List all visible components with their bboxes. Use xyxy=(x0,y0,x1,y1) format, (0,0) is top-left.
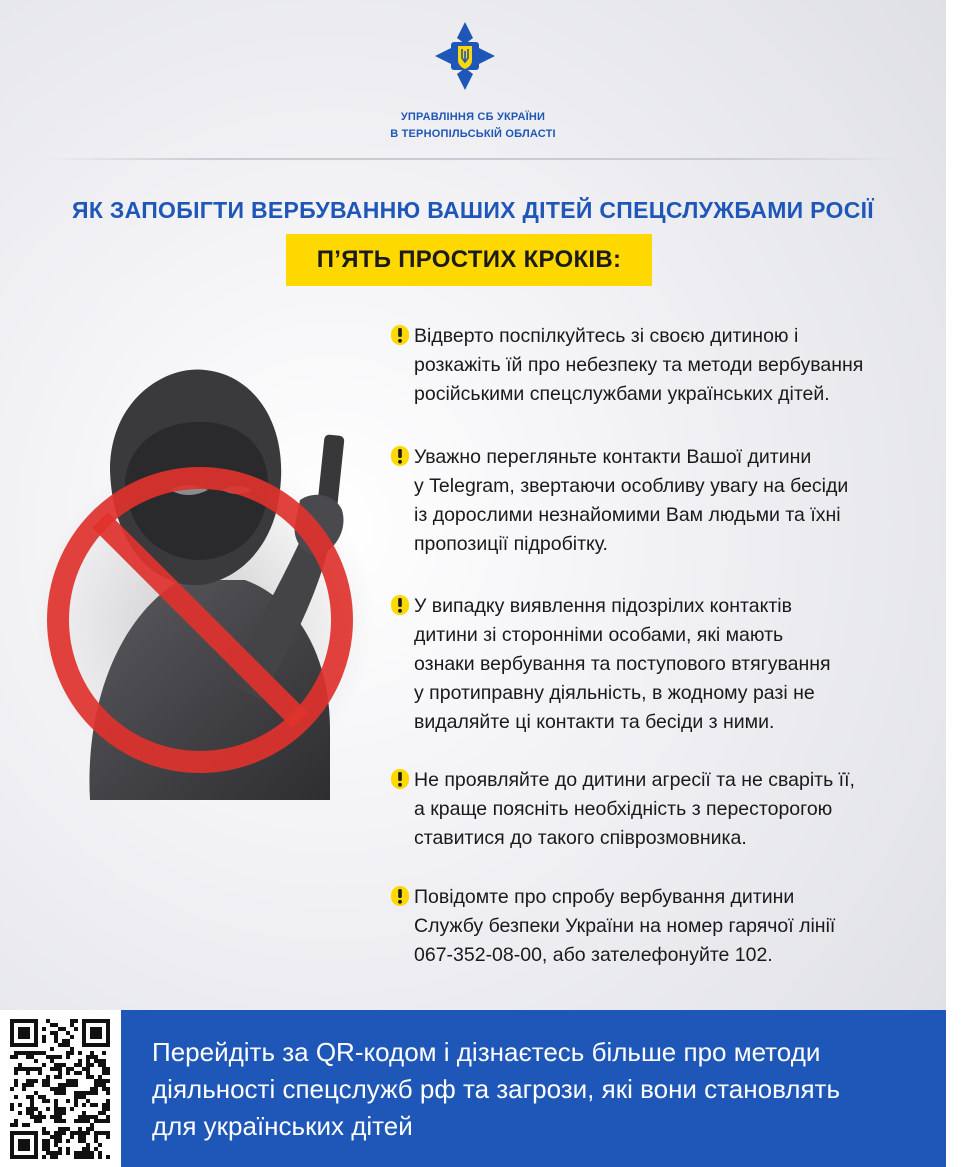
page-margin xyxy=(946,0,961,1167)
step-text-5: Повідомте про спробу вербування дитини Службу безпеки України на номер гарячої лінії 067-352-08-00, або зателефонуйте 102. xyxy=(414,886,836,966)
step-item-5 xyxy=(390,883,935,970)
org-name-line-1: УПРАВЛІННЯ СБ УКРАЇНИ xyxy=(400,111,546,123)
exclamation-icon xyxy=(390,324,410,346)
org-name-line-2: В ТЕРНОПІЛЬСЬКІЙ ОБЛАСТІ xyxy=(390,128,556,140)
step-item-4 xyxy=(390,766,935,853)
footer-banner xyxy=(121,1010,946,1167)
qr-code[interactable] xyxy=(10,1019,110,1159)
step-item-1 xyxy=(390,322,935,409)
step-text-4: Не проявляйте до дитини агресії та не сваріть її, а краще поясніть необхідність з пересторогою ставитися до такого співрозмовника. xyxy=(414,769,855,849)
step-text-1: Відверто поспілкуйтесь зі своєю дитиною і розкажіть їй про небезпеку та методи вербування російськими спецслужбами українських дітей. xyxy=(414,325,864,405)
prohibited-hacker-illustration xyxy=(30,330,390,800)
divider xyxy=(40,158,906,160)
ssu-emblem-icon xyxy=(433,18,497,94)
exclamation-icon xyxy=(390,885,410,907)
steps-banner xyxy=(286,234,652,286)
step-text-2: Уважно перегляньте контакти Вашої дитини у Telegram, звертаючи особливу увагу на бесіди із дорослими незнайомими Вам людьми та їхні пропозиції підробітку. xyxy=(414,446,849,555)
step-item-2 xyxy=(390,443,935,559)
steps-banner-label: П’ЯТЬ ПРОСТИХ КРОКІВ: xyxy=(316,246,622,273)
footer-text: Перейдіть за QR-кодом і дізнаєтесь більше про методи діяльності спецслужб рф та загрози, які вони становлять для українських дітей xyxy=(152,1037,840,1141)
step-item-3 xyxy=(390,592,935,737)
step-text-3: У випадку виявлення підозрілих контактів дитини зі сторонніми особами, які мають ознаки вербування та поступового втягування у протиправну діяльність, в жодному разі не видаляйте ці контакти та бесіди з ними. xyxy=(414,595,831,733)
page-title: ЯК ЗАПОБІГТИ ВЕРБУВАННЮ ВАШИХ ДІТЕЙ СПЕЦСЛУЖБАМИ РОСІЇ xyxy=(72,197,874,223)
exclamation-icon xyxy=(390,594,410,616)
exclamation-icon xyxy=(390,768,410,790)
exclamation-icon xyxy=(390,445,410,467)
